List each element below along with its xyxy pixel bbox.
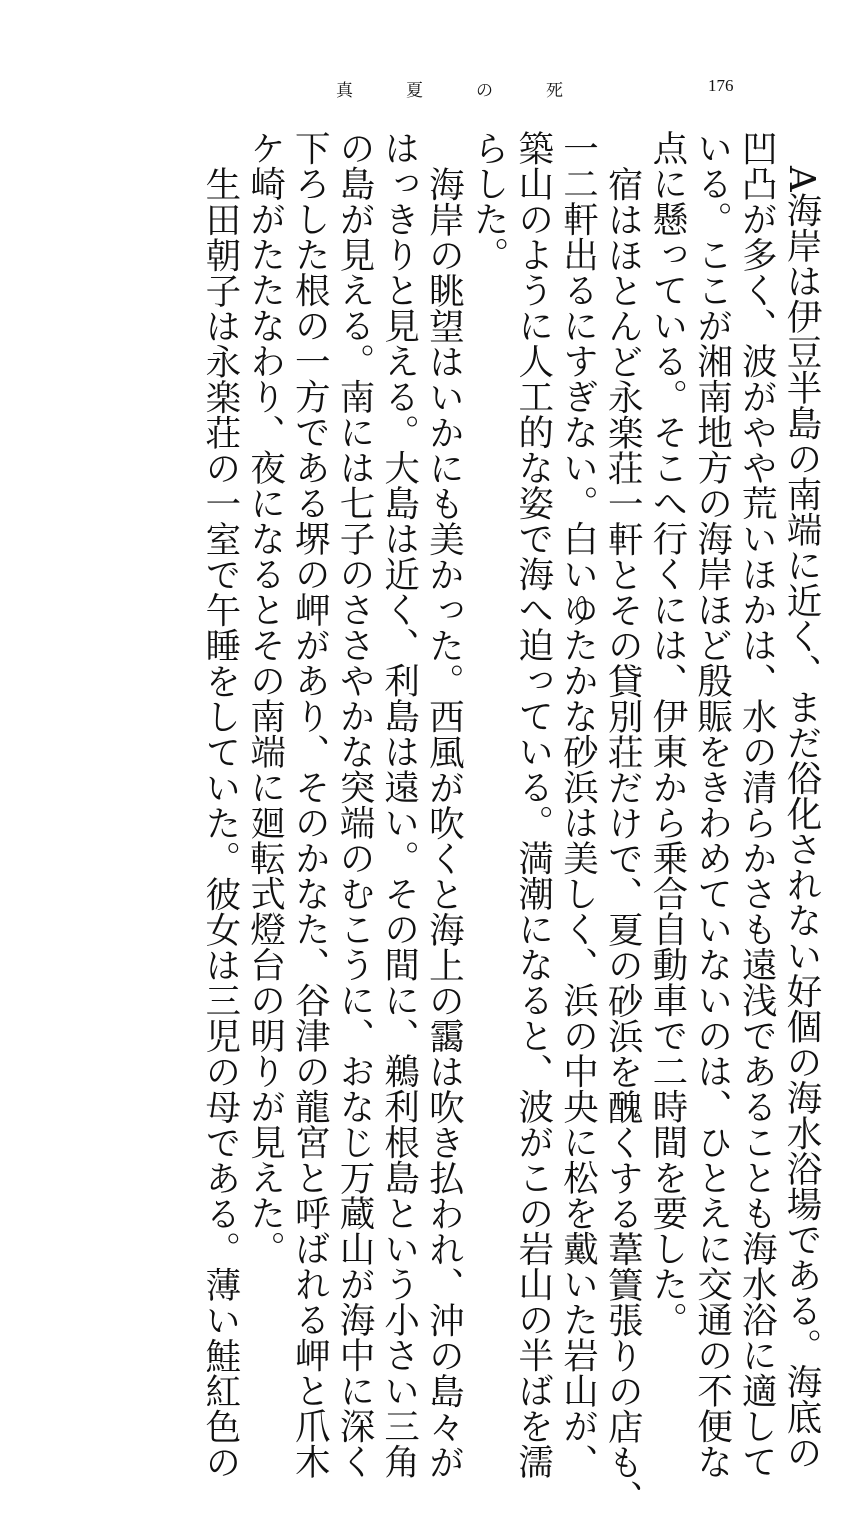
text-line: の島が見える。南には七子のささやかな突端のむこうに、おなじ万蔵山が海中に深く bbox=[333, 130, 375, 1479]
text-line: A海岸は伊豆半島の南端に近く、まだ俗化されない好個の海水浴場である。海底の bbox=[781, 165, 822, 1470]
page-number: 176 bbox=[708, 76, 734, 95]
text-line: 築山のように人工的な姿で海へ迫っている。満潮になると、波がこの岩山の半ばを濡 bbox=[512, 130, 554, 1479]
text-line: 海岸の眺望はいかにも美かった。西風が吹くと海上の靄は吹き払われ、沖の島々が bbox=[423, 165, 465, 1479]
text-line: 宿はほとんど永楽荘一軒とその貸別荘だけで、夏の砂浜を醜くする葦簀張りの店も、 bbox=[602, 165, 644, 1515]
text-line: いる。ここが湘南地方の海岸ほど殷賑をきわめていないのは、ひとえに交通の不便な bbox=[691, 130, 733, 1479]
running-title: 真 夏 の 死 bbox=[336, 81, 581, 101]
text-line: 生田朝子は永楽荘の一室で午睡をしていた。彼女は三児の母である。薄い鮭紅色の bbox=[199, 165, 241, 1479]
text-line: 一二軒出るにすぎない。白いゆたかな砂浜は美しく、浜の中央に松を戴いた岩山が、 bbox=[557, 130, 599, 1479]
text-line: はっきりと見える。大島は近く、利島は遠い。その間に、鵜利根島という小さい三角 bbox=[378, 130, 420, 1479]
text-line: 凹凸が多く、波がやや荒いほかは、水の清らかさも遠浅であることも海水浴に適して bbox=[736, 130, 778, 1479]
text-line: ケ崎がたたなわり、夜になるとその南端に廻転式燈台の明りが見えた。 bbox=[244, 130, 286, 1266]
text-line: 点に懸っている。そこへ行くには、伊東から乗合自動車で二時間を要した。 bbox=[646, 130, 688, 1337]
text-line: らした。 bbox=[468, 130, 510, 272]
text-line: 下ろした根の一方である堺の岬があり、そのかなた、谷津の龍宮と呼ばれる岬と爪木 bbox=[289, 130, 331, 1479]
vertical-body-text bbox=[18, 130, 823, 1515]
